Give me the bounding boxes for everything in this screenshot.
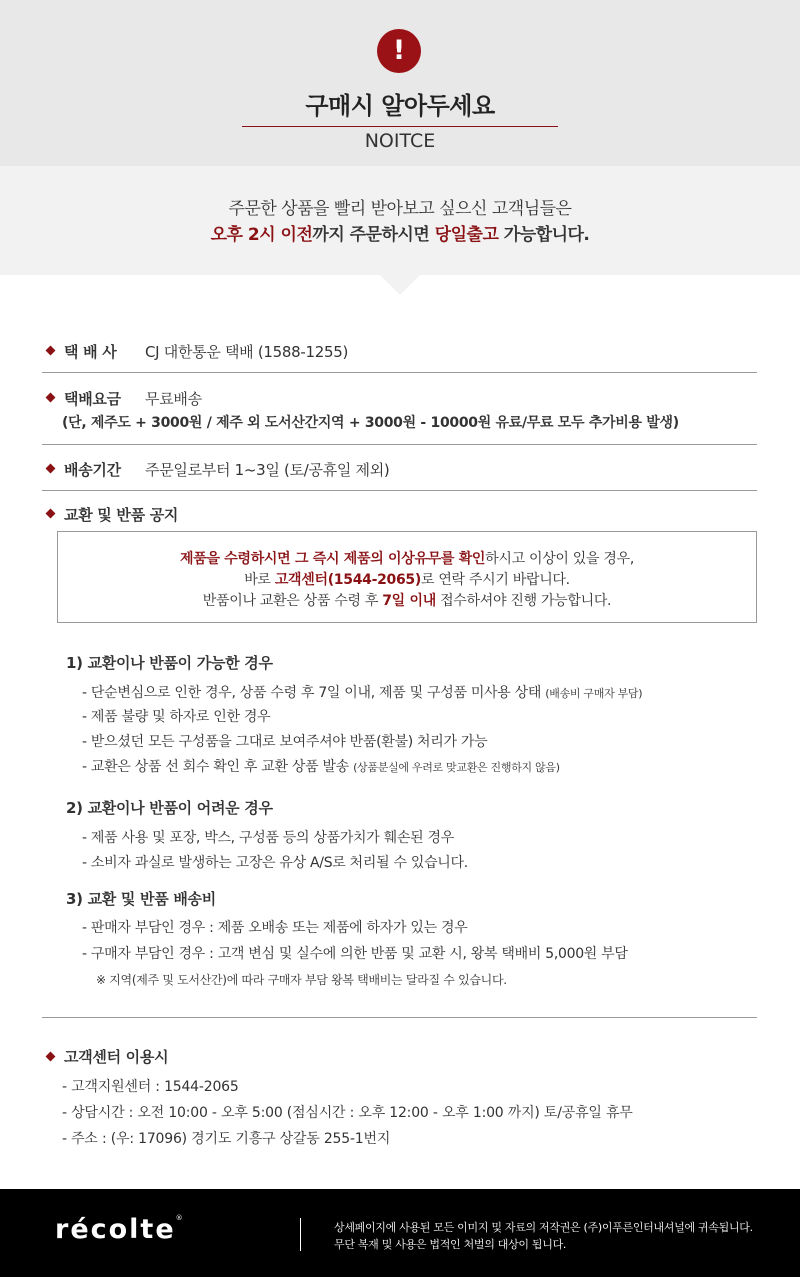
section-title-3: 3) 교환 및 반품 배송비 <box>66 890 216 908</box>
intro-pointer <box>380 275 420 295</box>
bullet-diamond-icon <box>46 509 56 519</box>
title-divider <box>242 126 558 127</box>
notice-text: 하시고 이상이 있을 경우, <box>485 551 634 567</box>
cs-hours: - 상담시간 : 오전 10:00 - 오후 5:00 (점심시간 : 오후 12:00 - 오후 1:00 까지) 토/공휴일 휴무 <box>62 1105 633 1121</box>
section-title-1: 1) 교환이나 반품이 가능한 경우 <box>66 654 273 672</box>
intro-highlight-same-day: 당일출고 <box>434 225 499 245</box>
bullet-diamond-icon <box>46 1052 56 1062</box>
cs-phone: - 고객지원센터 : 1544-2065 <box>62 1079 239 1095</box>
notice-highlight-phone: 고객센터(1544-2065) <box>274 572 421 588</box>
notice-highlight-days: 7일 이내 <box>382 593 436 609</box>
page-title: 구매시 알아두세요 <box>305 92 495 120</box>
courier-value: CJ 대한통운 택배 (1588-1255) <box>145 343 349 361</box>
list-item: - 교환은 상품 선 회수 확인 후 교환 상품 발송 (상품분실에 우려로 맞교환은 진행하지 않음) <box>82 759 560 775</box>
fee-value: 무료배송 <box>145 390 202 408</box>
period-value: 주문일로부터 1~3일 (토/공휴일 제외) <box>145 461 390 479</box>
courier-label: 택 배 사 <box>64 343 117 361</box>
list-item: - 소비자 과실로 발생하는 고장은 유상 A/S로 처리될 수 있습니다. <box>82 855 468 871</box>
list-item: - 단순변심으로 인한 경우, 상품 수령 후 7일 이내, 제품 및 구성품 미사용 상태 (배송비 구매자 부담) <box>82 685 643 701</box>
shipping-note: ※ 지역(제주 및 도서산간)에 따라 구매자 부담 왕복 택배비는 달라질 수 있습니다. <box>96 973 507 987</box>
notice-line-3 <box>58 590 756 610</box>
exchange-label: 교환 및 반품 공지 <box>64 506 179 524</box>
intro-text: 까지 주문하시면 <box>312 225 435 245</box>
notice-line-2 <box>58 569 756 589</box>
copyright-line-1: 상세페이지에 사용된 모든 이미지 및 자료의 저작권은 (주)이푸른인터내셔널에 귀속됩니다. <box>334 1221 753 1234</box>
page-subtitle: NOITCE <box>364 130 436 152</box>
cs-address: - 주소 : (우: 17096) 경기도 기흥구 상갈동 255-1번지 <box>62 1131 391 1147</box>
list-item: - 구매자 부담인 경우 : 고객 변심 및 실수에 의한 반품 및 교환 시, 왕복 택배비 5,000원 부담 <box>82 946 628 962</box>
list-item: - 제품 사용 및 포장, 박스, 구성품 등의 상품가치가 훼손된 경우 <box>82 830 454 846</box>
list-item: - 받으셨던 모든 구성품을 그대로 보여주셔야 반품(환불) 처리가 가능 <box>82 734 488 750</box>
alert-icon: ! <box>377 29 421 73</box>
notice-text: 반품이나 교환은 상품 수령 후 <box>202 593 383 609</box>
bullet-diamond-icon <box>46 393 56 403</box>
bullet-diamond-icon <box>46 464 56 474</box>
recolte-logo: récolte® <box>55 1214 183 1245</box>
section-title-2: 2) 교환이나 반품이 어려운 경우 <box>66 799 273 817</box>
intro-line-1: 주문한 상품을 빨리 받아보고 싶으신 고객님들은 <box>228 199 572 219</box>
bullet-diamond-icon <box>46 346 56 356</box>
divider <box>42 490 757 491</box>
intro-highlight-time: 오후 2시 이전 <box>210 225 313 245</box>
notice-text: 로 연락 주시기 바랍니다. <box>420 572 570 588</box>
divider <box>42 372 757 373</box>
notice-text: 바로 <box>244 572 275 588</box>
notice-line-1 <box>58 548 756 568</box>
fee-label: 택배요금 <box>64 390 121 408</box>
fee-detail: (단, 제주도 + 3000원 / 제주 외 도서산간지역 + 3000원 - 10000원 유료/무료 모두 추가비용 발생) <box>62 415 679 431</box>
divider <box>42 1017 757 1018</box>
divider <box>42 444 757 445</box>
notice-text: 접수하셔야 진행 가능합니다. <box>435 593 612 609</box>
list-item: - 판매자 부담인 경우 : 제품 오배송 또는 제품에 하자가 있는 경우 <box>82 920 468 936</box>
exchange-notice-box <box>57 531 757 623</box>
footer-divider <box>300 1218 301 1251</box>
list-item: - 제품 불량 및 하자로 인한 경우 <box>82 709 271 725</box>
intro-text: 가능합니다. <box>498 225 590 245</box>
notice-highlight: 제품을 수령하시면 그 즉시 제품의 이상유무를 확인 <box>180 551 486 567</box>
period-label: 배송기간 <box>64 461 121 479</box>
copyright-line-2: 무단 복재 및 사용은 법적인 처벌의 대상이 됩니다. <box>334 1238 567 1251</box>
intro-line-2 <box>0 220 800 245</box>
cs-label: 고객센터 이용시 <box>64 1048 169 1066</box>
